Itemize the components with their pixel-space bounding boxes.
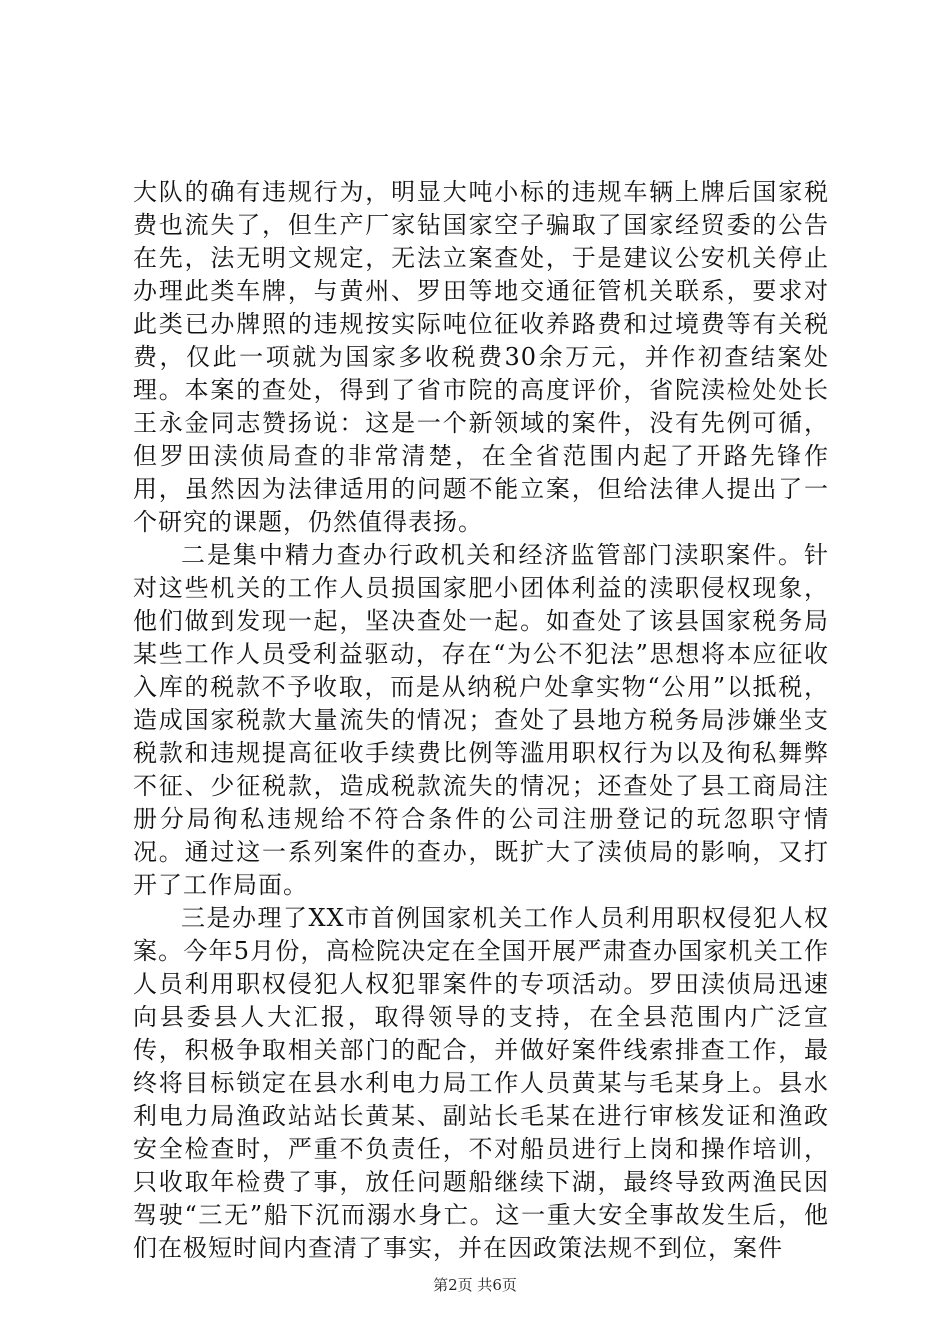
page-footer: 第2页 共6页	[433, 1276, 517, 1294]
paragraph-two: 二是集中精力查办行政机关和经济监管部门渎职案件。针对这些机关的工作人员损国家肥小团体利益的渎职侵权现象，他们做到发现一起，坚决查处一起。如查处了该县国家税务局某些工作人员受利益驱动，存在“为公不犯法”思想将本应征收入库的税款不予收取，而是从纳税户处拿实物“公用”以抵税，造成国家税款大量流失的情况；查处了县地方税务局涉嫌坐支税款和违规提高征收手续费比例等滥用职权行为以及徇私舞弊不征、少征税款，造成税款流失的情况；还查处了县工商局注册分局徇私违规给不符合条件的公司注册登记的玩忽职守情况。通过这一系列案件的查办，既扩大了渎侦局的影响，又打开了工作局面。	[133, 541, 829, 899]
body-text	[133, 176, 829, 1265]
paragraph-continued: 大队的确有违规行为，明显大吨小标的违规车辆上牌后国家税费也流失了，但生产厂家钻国家空子骗取了国家经贸委的公告在先，法无明文规定，无法立案查处，于是建议公安机关停止办理此类车牌，与黄州、罗田等地交通征管机关联系，要求对此类已办牌照的违规按实际吨位征收养路费和过境费等有关税费，仅此一项就为国家多收税费30余万元，并作初查结案处理。本案的查处，得到了省市院的高度评价，省院渎检处处长王永金同志赞扬说：这是一个新领域的案件，没有先例可循，但罗田渎侦局查的非常清楚，在全省范围内起了开路先锋作用，虽然因为法律适用的问题不能立案，但给法律人提出了一个研究的课题，仍然值得表扬。	[133, 178, 829, 536]
paragraph-three: 三是办理了XX市首例国家机关工作人员利用职权侵犯人权案。今年5月份，高检院决定在全国开展严肃查办国家机关工作人员利用职权侵犯人权犯罪案件的专项活动。罗田渎侦局迅速向县委县人大汇报，取得领导的支持，在全县范围内广泛宣传，积极争取相关部门的配合，并做好案件线索排查工作，最终将目标锁定在县水利电力局工作人员黄某与毛某身上。县水利电力局渔政站站长黄某、副站长毛某在进行审核发证和渔政安全检查时，严重不负责任，不对船员进行上岗和操作培训，只收取年检费了事，放任问题船继续下湖，最终导致两渔民因驾驶“三无”船下沉而溺水身亡。这一重大安全事故发生后，他们在极短时间内查清了事实，并在因政策法规不到位，案件	[133, 904, 829, 1262]
